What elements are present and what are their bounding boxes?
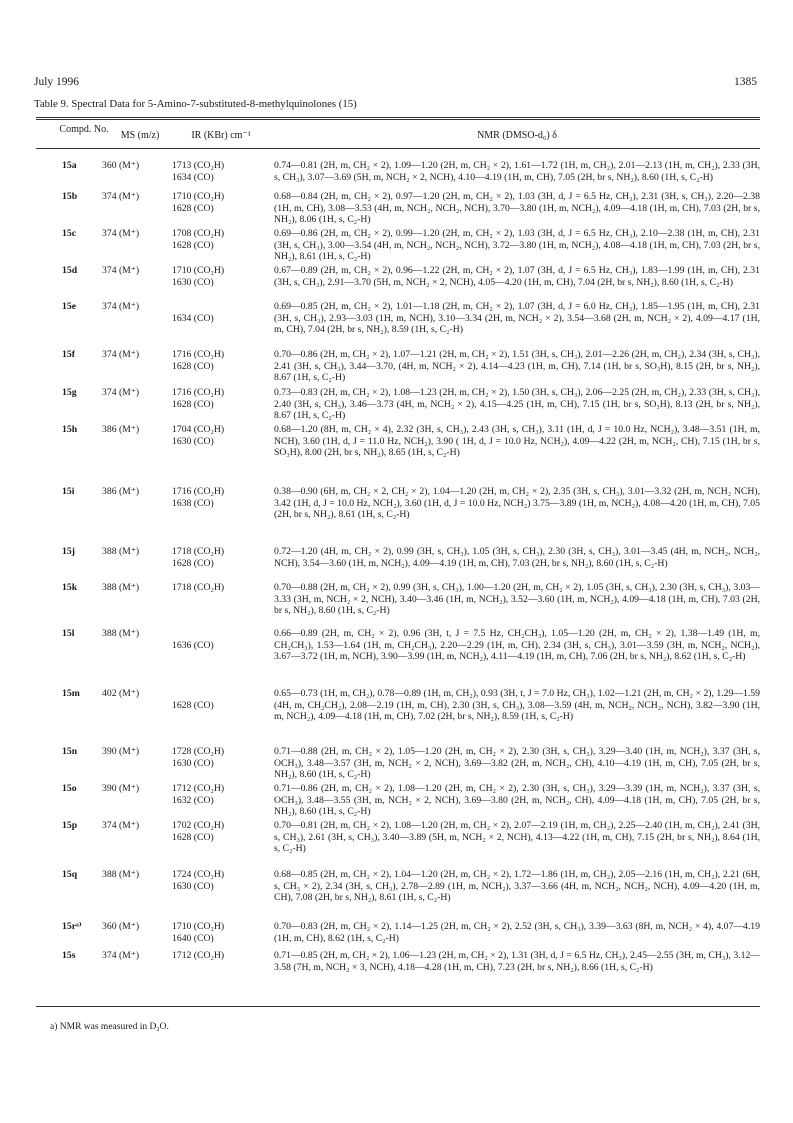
ms-value: 390 (M⁺): [102, 783, 140, 794]
nmr-value: 0.72—1.20 (4H, m, CH₂ × 2), 0.99 (3H, s, CH₃), 1.05 (3H, s, CH₃), 2.30 (3H, s, CH₃), 3.01—3.45 (4H, m, NCH₂, NCH₂, NCH), 3.54—3.60 (1H, m, NCH₂), 4.09—4.19 (1H, m, CH), 7.03 (2H, br s, NH₂), 8.60 (1H, s, C₂-H): [274, 546, 760, 569]
ir-line: 1713 (CO₂H): [172, 160, 225, 171]
ir-line: 1724 (CO₂H): [172, 869, 225, 880]
table-footnote: a) NMR was measured in D₂O.: [50, 1022, 169, 1032]
ir-values: [172, 950, 272, 973]
ir-values: [172, 228, 272, 251]
ir-line: 1628 (CO): [172, 239, 214, 251]
ms-value: 388 (M⁺): [102, 869, 140, 880]
ir-line: 1716 (CO₂H): [172, 387, 225, 398]
nmr-value: 0.71—0.85 (2H, m, CH₂ × 2), 1.06—1.23 (2H, m, CH₂ × 2), 1.31 (3H, d, J = 6.5 Hz, CH₃), 2.45—2.55 (3H, m, CH₃), 3.12—3.58 (7H, m, NCH₂ × 3, NCH), 4.18—4.28 (1H, m, CH), 7.23 (2H, br s, NH₂), 8.66 (1H, s, C₂-H): [274, 950, 760, 973]
ms-value: 374 (M⁺): [102, 191, 140, 202]
compound-id: 15i: [62, 486, 75, 497]
compound-id: 15p: [62, 820, 78, 831]
ir-line: 1634 (CO): [172, 171, 214, 183]
ir-line: [172, 688, 272, 700]
compound-id: 15o: [62, 783, 77, 794]
top-rule: [36, 117, 760, 118]
ir-line: 1712 (CO₂H): [172, 783, 225, 794]
ir-line: 1708 (CO₂H): [172, 228, 225, 239]
ir-values: [172, 688, 272, 711]
ir-line: 1630 (CO): [172, 435, 214, 447]
table-caption: Table 9. Spectral Data for 5-Amino-7-substituted-8-methylquinolones (15): [34, 98, 357, 110]
ir-values: [172, 746, 272, 769]
running-head: July 1996: [34, 76, 80, 88]
ir-values: [172, 820, 272, 843]
ir-line: 1704 (CO₂H): [172, 424, 225, 435]
nmr-value: 0.65—0.73 (1H, m, CH₂), 0.78—0.89 (1H, m, CH₂), 0.93 (3H, t, J = 7.0 Hz, CH₃), 1.02—1.21 (2H, m, CH₂ × 2), 1.29—1.59 (4H, m, CH₂CH₂), 2.08—2.19 (1H, m, CH), 2.30 (3H, s, CH₃), 3.08—3.59 (4H, m, NCH₂, NCH₂, NCH), 3.82—3.90 (1H, m, NCH₂), 4.09—4.18 (1H, m, CH), 7.02 (2H, br s, NH₂), 8.59 (1H, s, C₂-H): [274, 688, 760, 722]
compound-id: 15e: [62, 301, 76, 312]
nmr-value: 0.66—0.89 (2H, m, CH₂ × 2), 0.96 (3H, t, J = 7.5 Hz, CH₂CH₃), 1.05—1.20 (2H, m, CH₂ × 2), 1.38—1.49 (1H, m, CH₂CH₃), 1.53—1.64 (1H, m, CH₂CH₃), 2.20—2.29 (1H, m, CH), 2.34 (3H, s, CH₃), 3.01—3.59 (3H, m, NCH₂, NCH₂), 3.67—3.72 (1H, m, NCH), 3.90—3.99 (1H, m, NCH₂), 4.11—4.19 (1H, m, CH), 7.06 (2H, br s, NH₂), 8.62 (1H, s, C₂-H): [274, 628, 760, 662]
header-ir: IR (KBr) cm⁻¹: [191, 130, 251, 141]
compound-id: 15s: [62, 950, 76, 961]
ir-values: [172, 160, 272, 183]
nmr-value: 0.70—0.86 (2H, m, CH₂ × 2), 1.07—1.21 (2H, m, CH₂ × 2), 1.51 (3H, s, CH₃), 2.01—2.26 (2H, m, CH₂), 2.34 (3H, s, CH₃), 2.41 (3H, s, CH₃), 3.44—3.70, (4H, m, NCH₂ × 2), 4.14—4.23 (1H, m, CH), 7.14 (1H, br s, SO₃H), 8.15 (2H, br s, NH₂), 8.67 (1H, s, C₂-H): [274, 349, 760, 383]
ms-value: 374 (M⁺): [102, 820, 140, 831]
ir-line: 1640 (CO): [172, 932, 214, 944]
nmr-value: 0.70—0.88 (2H, m, CH₂ × 2), 0.99 (3H, s, CH₃), 1.00—1.20 (2H, m, CH₂ × 2), 1.05 (3H, s, CH₃), 2.30 (3H, s, CH₃), 3.03—3.33 (3H, m, NCH₂ × 2, NCH), 3.40—3.46 (1H, m, NCH₂), 3.52—3.60 (1H, m, NCH₂), 4.09—4.18 (1H, m, CH), 7.03 (2H, br s, NH₂), 8.60 (1H, s, C₂-H): [274, 582, 760, 616]
ms-value: 402 (M⁺): [102, 688, 140, 699]
ir-values: [172, 783, 272, 806]
ir-values: [172, 301, 272, 324]
ir-values: [172, 582, 272, 605]
ms-value: 374 (M⁺): [102, 228, 140, 239]
ir-values: [172, 191, 272, 214]
nmr-value: 0.67—0.89 (2H, m, CH₂ × 2), 0.96—1.22 (2H, m, CH₂ × 2), 1.07 (3H, d, J = 6.5 Hz, CH₃), 1.83—1.99 (1H, m, CH), 2.31 (3H, s, CH₃), 2.91—3.70 (5H, m, NCH₂ × 2, NCH), 4.05—4.20 (1H, m, CH), 7.04 (2H, br s, NH₂), 8.60 (1H, s, C₂-H): [274, 265, 760, 288]
nmr-value: 0.70—0.81 (2H, m, CH₂ × 2), 1.08—1.20 (2H, m, CH₂ × 2), 2.07—2.19 (1H, m, CH₂), 2.25—2.40 (1H, m, CH₂), 2.41 (3H, s, CH₃), 2.61 (3H, s, CH₃), 3.40—3.89 (5H, m, NCH₂ × 2, NCH), 4.13—4.22 (1H, m, CH), 7.15 (2H, br s, NH₂), 8.64 (1H, s, C₂-H): [274, 820, 760, 854]
ir-line: 1636 (CO): [172, 639, 214, 651]
compound-id: 15c: [62, 228, 76, 239]
nmr-value: 0.74—0.81 (2H, m, CH₂ × 2), 1.09—1.20 (2H, m, CH₂ × 2), 1.61—1.72 (1H, m, CH₂), 2.01—2.13 (1H, m, CH₂), 2.33 (3H, s, CH₃), 3.07—3.69 (5H, m, NCH₂ × 2, NCH), 4.10—4.19 (1H, m, CH), 7.05 (2H, br s, NH₂), 8.60 (1H, s, C₂-H): [274, 160, 760, 183]
ir-line: 1634 (CO): [172, 312, 214, 324]
compound-id: 15b: [62, 191, 78, 202]
compound-id: 15j: [62, 546, 75, 557]
nmr-value: 0.69—0.85 (2H, m, CH₂ × 2), 1.01—1.18 (2H, m, CH₂ × 2), 1.07 (3H, d, J = 6.0 Hz, CH₃), 1.85—1.95 (1H, m, CH), 2.31 (3H, s, CH₃), 2.93—3.03 (1H, m, NCH), 3.10—3.34 (2H, m, NCH₂ × 2), 3.54—3.68 (2H, m, NCH₂ × 2), 4.09—4.17 (1H, m, CH), 7.04 (2H, br s, NH₂), 8.59 (1H, s, C₂-H): [274, 301, 760, 335]
ms-value: 360 (M⁺): [102, 160, 140, 171]
ir-line: 1628 (CO): [172, 202, 214, 214]
compound-id: 15m: [62, 688, 80, 699]
header-rule: [36, 148, 760, 149]
nmr-value: 0.71—0.86 (2H, m, CH₂ × 2), 1.08—1.20 (2H, m, CH₂ × 2), 2.30 (3H, s, CH₃), 3.29—3.39 (1H, m, NCH₂), 3.37 (3H, s, OCH₃), 3.48—3.55 (3H, m, NCH₂ × 2, NCH), 3.69—3.80 (2H, m, NCH₂, CH), 4.09—4.18 (1H, m, CH), 7.05 (2H, br s, NH₂), 8.60 (1H, s, C₂-H): [274, 783, 760, 817]
ms-value: 390 (M⁺): [102, 746, 140, 757]
ir-line: 1710 (CO₂H): [172, 921, 225, 932]
ms-value: 374 (M⁺): [102, 349, 140, 360]
compound-id: 15h: [62, 424, 78, 435]
ms-value: 386 (M⁺): [102, 424, 140, 435]
ir-line: 1716 (CO₂H): [172, 349, 225, 360]
ir-line: 1718 (CO₂H): [172, 582, 225, 593]
compound-id: 15d: [62, 265, 78, 276]
nmr-value: 0.71—0.88 (2H, m, CH₂ × 2), 1.05—1.20 (2H, m, CH₂ × 2), 2.30 (3H, s, CH₃), 3.29—3.40 (1H, m, NCH₂), 3.37 (3H, s, OCH₃), 3.48—3.57 (3H, m, NCH₂ × 2, NCH), 3.69—3.82 (2H, m, NCH₂, CH), 4.10—4.19 (1H, m, CH), 7.05 (2H, br s, NH₂), 8.60 (1H, s, C₂-H): [274, 746, 760, 780]
ir-line: 1630 (CO): [172, 757, 214, 769]
ir-line: [172, 301, 272, 313]
ms-value: 388 (M⁺): [102, 628, 140, 639]
compound-id: 15f: [62, 349, 75, 360]
ir-line: 1628 (CO): [172, 398, 214, 410]
compound-id: 15n: [62, 746, 78, 757]
nmr-value: 0.68—0.84 (2H, m, CH₂ × 2), 0.97—1.20 (2H, m, CH₂ × 2), 1.03 (3H, d, J = 6.5 Hz, CH₃), 2.31 (3H, s, CH₃), 2.20—2.38 (1H, m, CH), 3.08—3.53 (4H, m, NCH₂, NCH₂, NCH), 3.70—3.80 (1H, m, NCH₂), 4.09—4.18 (1H, m, CH), 7.03 (2H, br s, NH₂), 8.06 (1H, s, C₂-H): [274, 191, 760, 225]
nmr-value: 0.68—1.20 (8H, m, CH₂ × 4), 2.32 (3H, s, CH₃), 2.43 (3H, s, CH₃), 3.11 (1H, d, J = 10.0 Hz, NCH₂), 3.48—3.51 (1H, m, NCH), 3.60 (1H, d, J = 11.0 Hz, NCH₂), 3.90 ( 1H, d, J = 10.0 Hz, NCH₂), 4.09—4.22 (2H, m, NCH₂, CH), 7.15 (1H, br s, SO₃H), 8.00 (2H, br s, NH₂), 8.65 (1H, s, C₂-H): [274, 424, 760, 458]
ir-line: 1710 (CO₂H): [172, 265, 225, 276]
ir-line: 1728 (CO₂H): [172, 746, 225, 757]
ms-value: 374 (M⁺): [102, 301, 140, 312]
compound-id: 15k: [62, 582, 78, 593]
ir-line: 1630 (CO): [172, 276, 214, 288]
ir-line: 1712 (CO₂H): [172, 950, 225, 961]
bottom-rule: [36, 1006, 760, 1007]
ms-value: 388 (M⁺): [102, 546, 140, 557]
ms-value: 388 (M⁺): [102, 582, 140, 593]
ir-values: [172, 869, 272, 892]
ir-line: 1630 (CO): [172, 880, 214, 892]
ir-values: [172, 349, 272, 372]
ms-value: 374 (M⁺): [102, 387, 140, 398]
header-compd: Compd. No.: [59, 124, 109, 135]
compound-id: 15rᵃ⁾: [62, 921, 82, 932]
ir-line: 1716 (CO₂H): [172, 486, 225, 497]
ir-line: 1628 (CO): [172, 831, 214, 843]
ir-line: 1718 (CO₂H): [172, 546, 225, 557]
ms-value: 386 (M⁺): [102, 486, 140, 497]
ir-values: [172, 921, 272, 944]
ir-line: 1702 (CO₂H): [172, 820, 225, 831]
compound-id: 15l: [62, 628, 75, 639]
ms-value: 374 (M⁺): [102, 950, 140, 961]
page-number: 1385: [734, 76, 757, 88]
ir-line: 1710 (CO₂H): [172, 191, 225, 202]
nmr-value: 0.38—0.90 (6H, m, CH₂ × 2, CH₂ × 2), 1.04—1.20 (2H, m, CH₂ × 2), 2.35 (3H, s, CH₃), 3.01—3.32 (2H, m, NCH₂ NCH), 3.42 (1H, d, J = 10.0 Hz, NCH₂), 3.60 (1H, d, J = 10.0 Hz, NCH₂) 3.75—3.89 (1H, m, NCH₂), 4.08—4.20 (1H, m, CH), 7.05 (2H, br s, NH₂), 8.61 (1H, s, C₂-H): [274, 486, 760, 520]
header-nmr: NMR (DMSO-d₆) δ: [477, 130, 557, 141]
ir-line: [172, 962, 272, 974]
ms-value: 374 (M⁺): [102, 265, 140, 276]
top-rule-double: [36, 119, 760, 120]
ir-values: [172, 546, 272, 569]
ir-values: [172, 265, 272, 288]
ir-line: 1628 (CO): [172, 699, 214, 711]
ir-values: [172, 486, 272, 509]
ir-values: [172, 424, 272, 447]
ir-values: [172, 387, 272, 410]
compound-id: 15q: [62, 869, 78, 880]
nmr-value: 0.69—0.86 (2H, m, CH₂ × 2), 0.99—1.20 (2H, m, CH₂ × 2), 1.03 (3H, d, J = 6.5 Hz, CH₃), 2.10—2.38 (1H, m, CH), 2.31 (3H, s, CH₃), 3.00—3.54 (4H, m, NCH₂, NCH₂, NCH), 3.72—3.80 (1H, m, NCH₂), 4.08—4.18 (1H, m, CH), 7.03 (2H, br s, NH₂), 8.61 (1H, s, C₂-H): [274, 228, 760, 262]
ms-value: 360 (M⁺): [102, 921, 140, 932]
nmr-value: 0.70—0.83 (2H, m, CH₂ × 2), 1.14—1.25 (2H, m, CH₂ × 2), 2.52 (3H, s, CH₃), 3.39—3.63 (8H, m, NCH₂ × 4), 4.07—4.19 (1H, m, CH), 8.62 (1H, s, C₂-H): [274, 921, 760, 944]
compound-id: 15a: [62, 160, 77, 171]
compound-id: 15g: [62, 387, 77, 398]
ir-line: [172, 628, 272, 640]
ir-line: 1638 (CO): [172, 497, 214, 509]
ir-values: [172, 628, 272, 651]
ir-line: 1628 (CO): [172, 557, 214, 569]
ir-line: [172, 594, 272, 606]
ir-line: 1628 (CO): [172, 360, 214, 372]
ir-line: 1632 (CO): [172, 794, 214, 806]
nmr-value: 0.73—0.83 (2H, m, CH₂ × 2), 1.08—1.23 (2H, m, CH₂ × 2), 1.50 (3H, s, CH₃), 2.06—2.25 (2H, m, CH₂), 2.33 (3H, s, CH₃), 2.40 (3H, s, CH₃), 3.46—3.73 (4H, m, NCH₂ × 2), 4.15—4.25 (1H, m, CH), 7.15 (1H, br s, SO₃H), 8.13 (2H, br s, NH₂), 8.67 (1H, s, C₂-H): [274, 387, 760, 421]
header-ms: MS (m/z): [120, 130, 160, 141]
nmr-value: 0.68—0.85 (2H, m, CH₂ × 2), 1.04—1.20 (2H, m, CH₂ × 2), 1.72—1.86 (1H, m, CH₂), 2.05—2.16 (1H, m, CH₂), 2.21 (6H, s, CH₃ × 2), 2.34 (3H, s, CH₃), 2.78—2.89 (1H, m, NCH₂), 3.37—3.66 (4H, m, NCH₂, NCH₂, NCH), 4.09—4.20 (1H, m, CH), 7.08 (2H, br s, NH₂), 8.61 (1H, s, C₂-H): [274, 869, 760, 903]
